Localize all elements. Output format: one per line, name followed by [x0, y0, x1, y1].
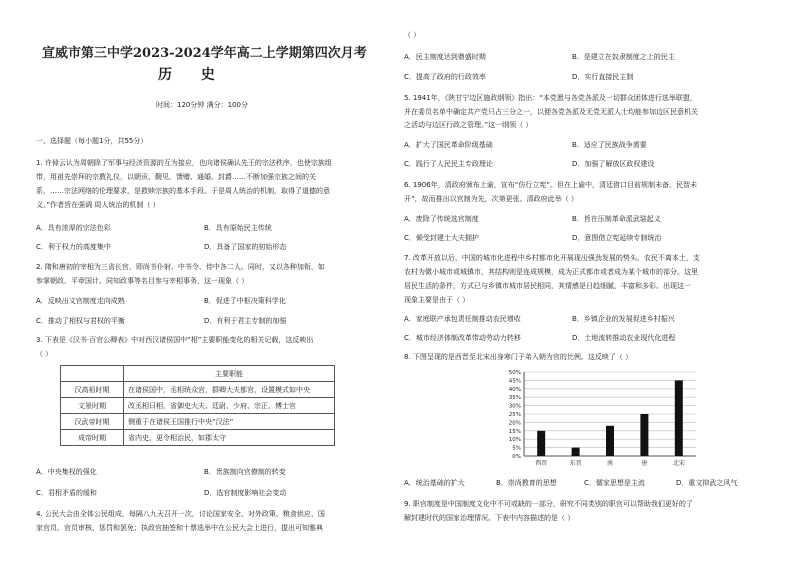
q3-option-a[interactable]: A．中央集权的强化 [36, 468, 97, 476]
q1-option-d[interactable]: D．具备了国家的初始形态 [204, 243, 287, 251]
table-cell-period: 成帝时期 [61, 430, 124, 446]
x-tick-label: 北宋 [672, 460, 685, 467]
q8-option-a[interactable]: A．统治基础的扩大 [404, 479, 465, 487]
y-tick-label: 25% [508, 412, 521, 418]
q4-option-b[interactable]: B．是建立在奴隶制度之上的民主 [572, 53, 675, 61]
y-tick-label: 30% [508, 403, 521, 410]
q3-option-d[interactable]: D．选官制度影响社会变动 [204, 489, 287, 497]
q6-option-c[interactable]: C．倾受封建士大夫拥护 [404, 234, 479, 242]
table-cell-function: 侧重于在诸侯王国推行中央“汉法” [124, 414, 335, 430]
q7-line: 现象主要是由于（ ） [404, 296, 470, 304]
q9-line: 9. 职官制度是中国制度文化中不可或缺的一部分，研究不同类别的职官可以帮助我们更好的了 [404, 500, 693, 508]
q6-line: 6. 1906年，清政府颁布上谕，宣布“仿行立宪”。但在上谕中，清廷借口目前规制未备，民智未 [404, 181, 697, 189]
q5-line: 之活动与边区行政之管理。”这一纲领（ ） [404, 121, 533, 129]
q7-option-d[interactable]: D．土地流转推动农业现代化进程 [572, 334, 676, 342]
q6-option-a[interactable]: A．废除了传统选官制度 [404, 215, 479, 223]
bar-唐 [640, 414, 648, 456]
y-tick-label: 45% [508, 378, 521, 385]
x-tick-label: 东晋 [569, 460, 582, 467]
section-heading: 一、选择题（每小题1分，共55分） [36, 137, 148, 145]
q2-option-a[interactable]: A．反映出文官制度走向成熟 [36, 297, 125, 305]
q2-option-b[interactable]: B．促进了中枢决策科学化 [204, 297, 286, 305]
table-cell-function: 改丞相曰相，省御史大夫、廷尉、少府、宗正、博士官 [124, 398, 335, 414]
q7-line: 农村为微小城市或城镇市，其结构则是连成规模，成为正式都市或者成为某个城市的部分。这里 [404, 268, 698, 276]
q8-bar-chart [496, 368, 706, 470]
q4-bracket: （ ） [404, 31, 421, 39]
q1-line: 1. 许倬云认为周朝除了军事与经济资源的互为接应，也向诸侯确认先王的宗法秩序，也使宗族组 [36, 159, 332, 167]
bar-东晋 [572, 448, 580, 456]
q5-option-c[interactable]: C．践行了人民民主专政理论 [404, 160, 493, 168]
y-tick-label: 50% [508, 370, 521, 376]
q5-line: 5. 1941年，《陕甘宁边区施政纲领》指出：“本党愿与各党各派及一切群众团体进行选举联盟， [404, 94, 697, 102]
q7-option-a[interactable]: A．家庭联产承包责任制推动农民增收 [404, 315, 521, 323]
q8-option-c[interactable]: C．儒家思想是主流 [584, 479, 645, 487]
q6-option-d[interactable]: D．意图借立宪延续专制统治 [572, 234, 662, 242]
q9-line: 解封建时代的国家治理情况。下表中内容描述的是（ ） [404, 514, 575, 522]
y-tick-label: 5% [512, 445, 521, 452]
q6-line: 开”，故而推出以官制为先，次第更张。清政府此举（ ） [404, 195, 578, 203]
q3-option-c[interactable]: C．君相矛盾的缓和 [36, 489, 97, 497]
y-tick-label: 35% [508, 395, 521, 402]
y-tick-label: 40% [508, 386, 521, 393]
q1-line: 义。”作者旨在强调 周人统治的机制（ ） [36, 201, 160, 209]
q7-option-c[interactable]: C．城市经济体制改革带动劳动力转移 [404, 334, 521, 342]
y-tick-label: 0% [512, 454, 521, 460]
q1-option-a[interactable]: A．具有浓厚的宗法色彩 [36, 224, 111, 232]
bar-南 [606, 426, 614, 456]
q4-line: 4. 公民大会由全体公民组成，每隔八九天召开一次，讨论国家安全、对外政策、粮食供应、国 [36, 510, 325, 518]
table-row [61, 430, 335, 446]
x-tick-label: 唐 [641, 460, 648, 467]
q1-option-c[interactable]: C．利于权力的高度集中 [36, 243, 111, 251]
y-tick-label: 10% [508, 437, 521, 444]
q5-option-a[interactable]: A．扩大了国民革命阶级基础 [404, 141, 493, 149]
q4-option-d[interactable]: D．实行直接民主制 [572, 73, 634, 81]
bar-北宋 [675, 380, 683, 456]
bar-西晋 [537, 431, 545, 456]
subject-title: 历 史 [158, 67, 227, 83]
q5-option-b[interactable]: B．适应了民族战争需要 [572, 141, 647, 149]
y-tick-label: 20% [508, 420, 521, 427]
table-cell-period: 汉武帝时期 [61, 414, 124, 430]
q8-option-b[interactable]: B．崇尚教育的思想 [496, 479, 557, 487]
q1-line: 系，……宗法网络的伦理要求，是救赎宗族的基本手段。于是周人统治的机制，取得了道德的意 [36, 187, 330, 195]
table-row [61, 398, 335, 414]
q4-option-a[interactable]: A．民主制度达到鼎盛时期 [404, 53, 486, 61]
q2-option-d[interactable]: D．有利于君主专制的加强 [204, 317, 287, 325]
exam-meta: 时间：120分钟 满分：100分 [156, 101, 248, 109]
q3-option-b[interactable]: B．贵族制向官僚制的转变 [204, 468, 286, 476]
table-header-period [61, 366, 124, 382]
q1-line: 带，用祖先崇拜的宗教礼仪，以朝贡、觐见、馈赠、通婚、封爵……不断加强宗族之间的关 [36, 173, 316, 181]
q2-line: 2. 隋和唐初的宰相为三省长官，即尚书仆射、中书令、侍中各二人。同时，又以各种加衔，如 [36, 263, 325, 271]
table-row [61, 382, 335, 398]
q7-line: 7. 改革开放以后，中国的城市化进程中乡村都市化开展现出强劲发展的势头。农民不离本土，支 [404, 254, 700, 262]
q4-line: 家官员、官员审核、惩罚和罢免；执政官抽签和十票选举中在公民大会上进行，提出可知雅典 [36, 524, 323, 532]
table-header-function: 主要职能 [124, 366, 335, 382]
x-tick-label: 南 [606, 460, 614, 467]
q7-line: 居民生活的条件，方式已与乡镇市城市居民相同，其情感是日趋细腻，丰富和多彩。出现这一 [404, 282, 691, 290]
table-row [61, 414, 335, 430]
q1-option-b[interactable]: B．具有原始民主传统 [204, 224, 272, 232]
q8-line: 8. 下图呈现的是西晋至北宋出身寒门子弟入朝为官的比例。这反映了（ ） [404, 353, 633, 361]
q3-table [60, 365, 335, 446]
q7-option-b[interactable]: B．乡镇企业的发展促进乡村振兴 [572, 315, 675, 323]
q3-line: 3. 下表是《汉书·百官公卿表》中对西汉诸侯国中“相”主要职能变化的相关记载，这反映出 [36, 336, 314, 344]
q5-line: 并在委员名单中确定共产党只占三分之一，以便各党各派及无党无派人士均能参加边区民意机关 [404, 108, 698, 116]
q8-option-d[interactable]: D．重文抑武之风气 [676, 479, 738, 487]
table-header-row [61, 366, 335, 382]
q6-option-b[interactable]: B．旨在压制革命派武装起义 [572, 215, 661, 223]
q4-option-c[interactable]: C．提高了政府的行政效率 [404, 73, 486, 81]
x-tick-label: 西晋 [535, 460, 548, 467]
q3-line: （ ） [36, 350, 53, 358]
table-cell-function: 省内史，更令相治民，如郡太守 [124, 430, 335, 446]
exam-title: 宣威市第三中学2023-2024学年高二上学期第四次月考 [42, 46, 367, 61]
table-cell-period: 文景时期 [61, 398, 124, 414]
q2-option-c[interactable]: C．推动了相权与君权的平衡 [36, 317, 125, 325]
y-tick-label: 15% [508, 428, 521, 435]
q2-line: 参掌朝政、平章国计、同知政事等名目参与宰相事务，这一现象（ ） [36, 277, 249, 285]
table-cell-period: 汉高祖时期 [61, 382, 124, 398]
table-cell-function: 在诸侯国中，丞相统众官，群卿大夫都官，设置模式如中央 [124, 382, 335, 398]
q5-option-d[interactable]: D．加强了解放区政权建设 [572, 160, 655, 168]
